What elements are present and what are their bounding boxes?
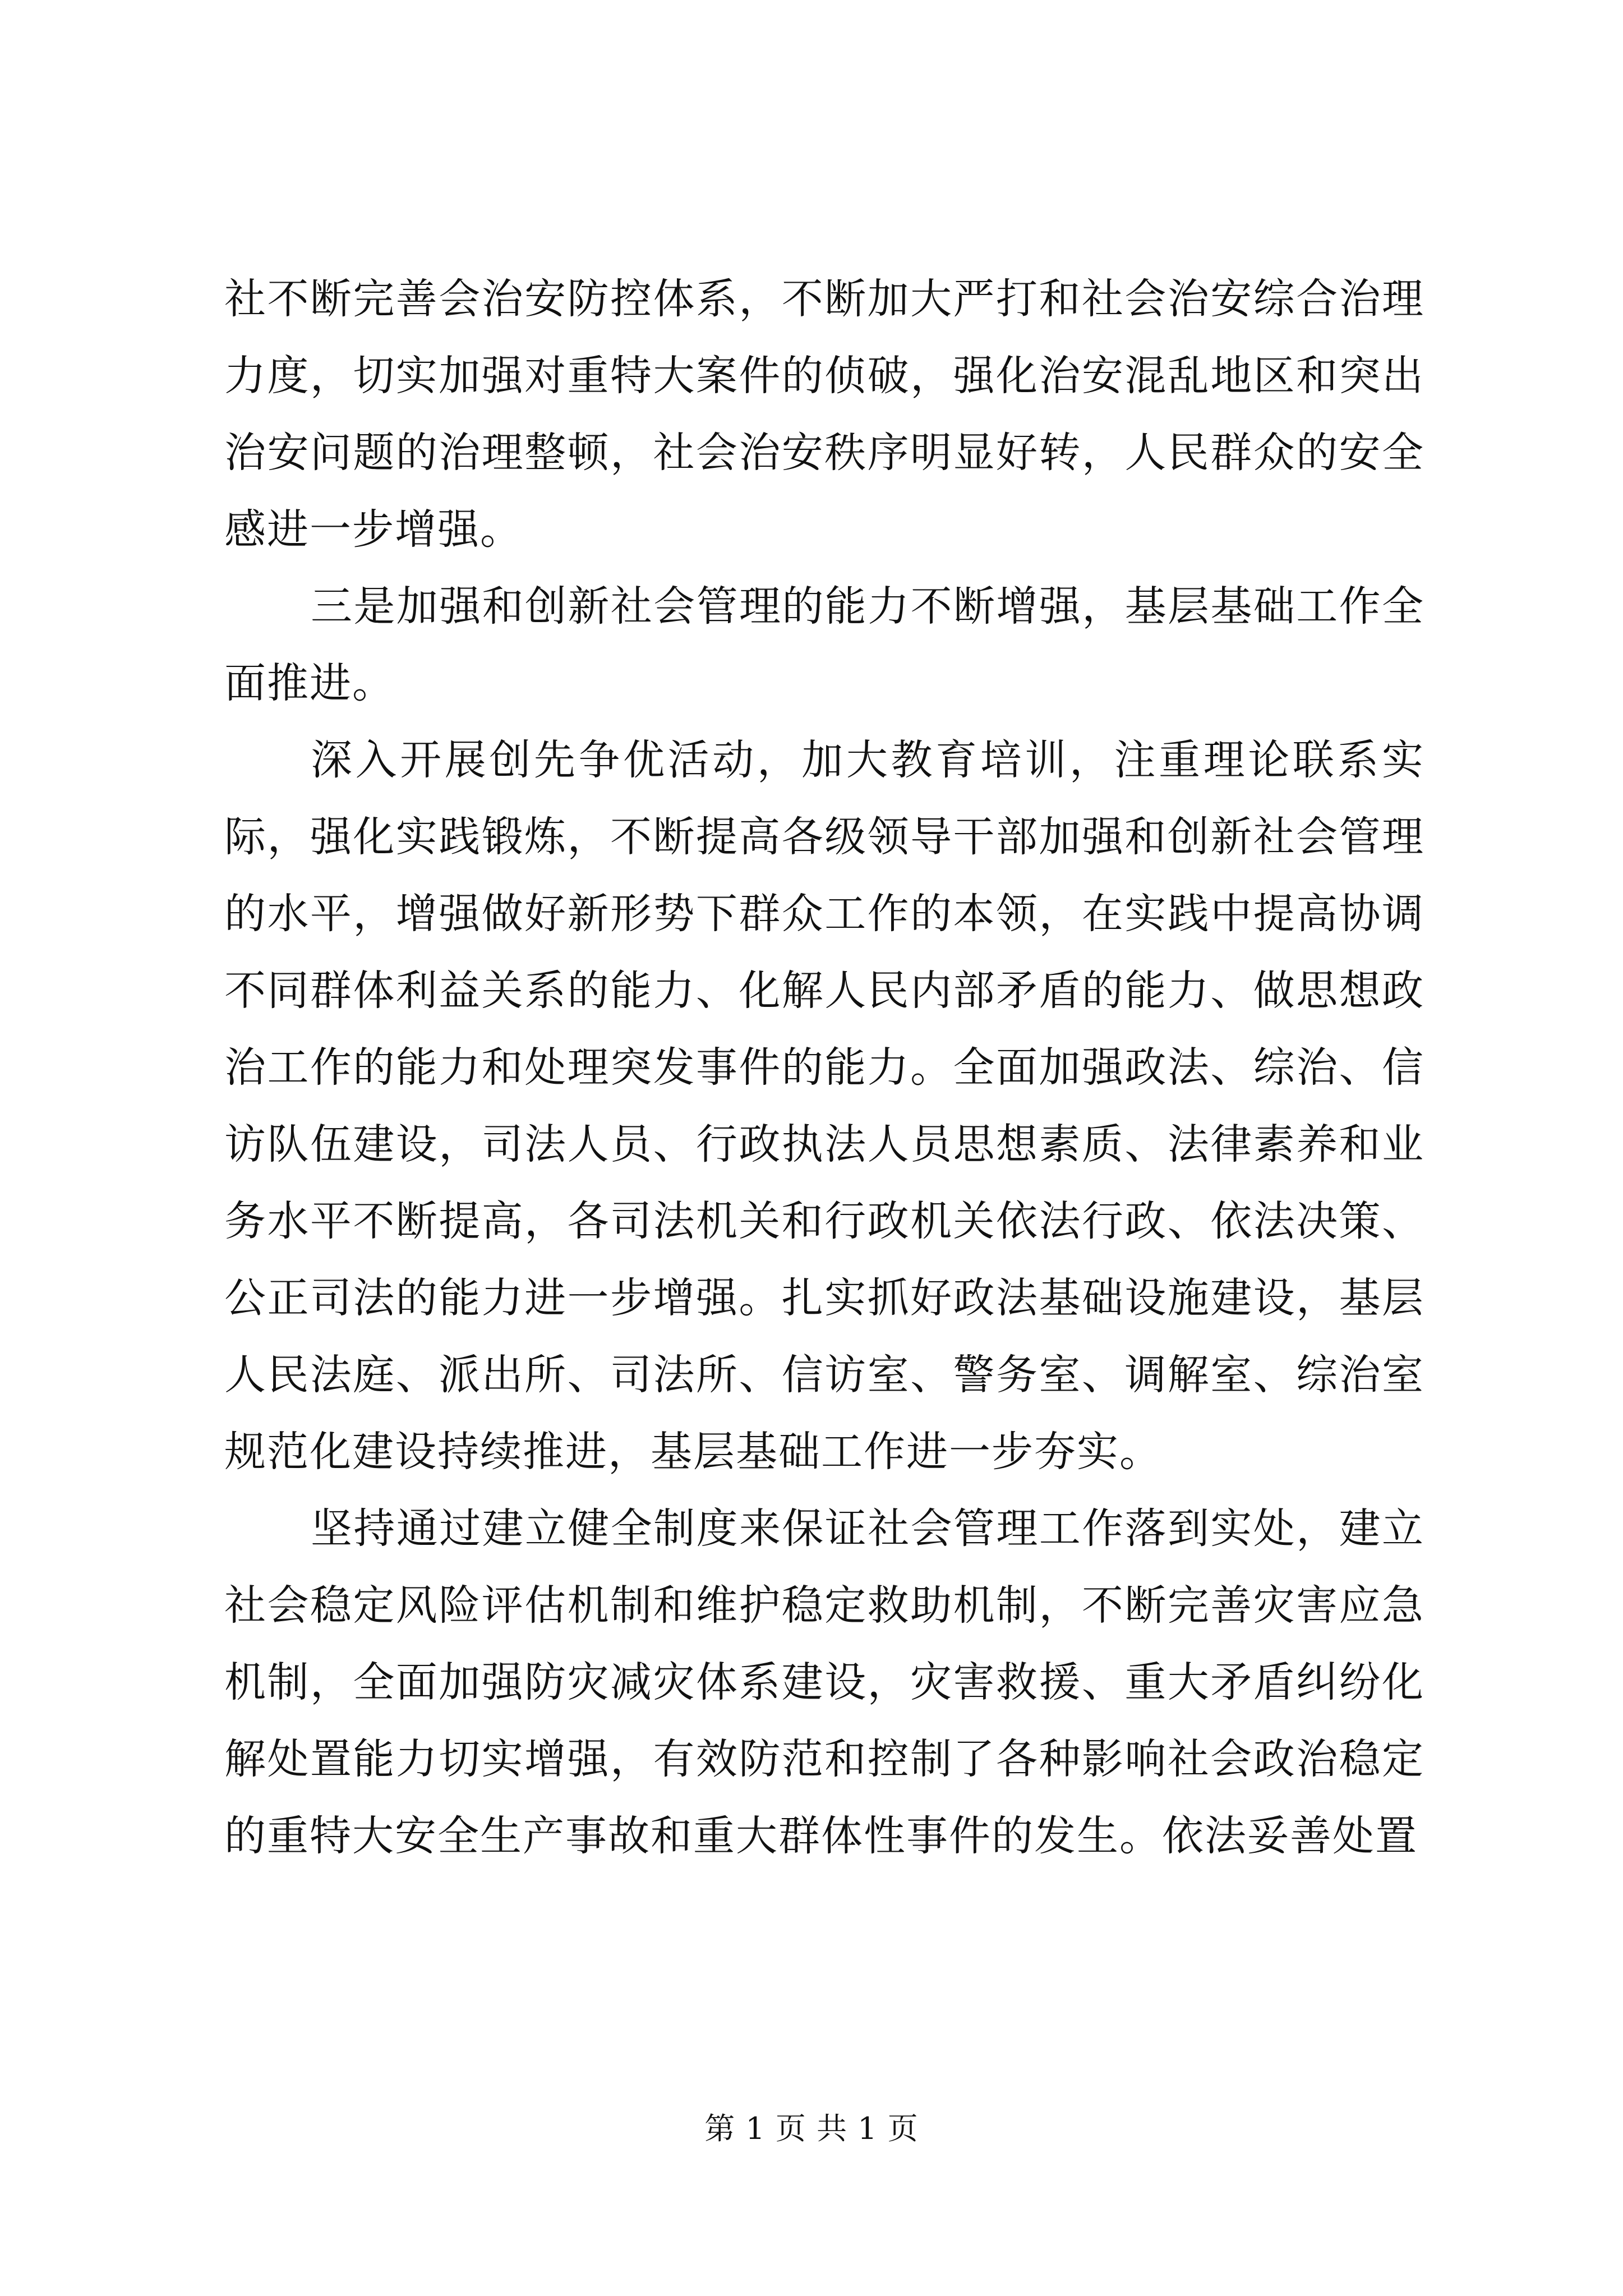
document-body <box>224 261 1424 1875</box>
paragraph-1: 社不断完善会治安防控体系，不断加大严打和社会治安综合治理力度，切实加强对重特大案件的侦破，强化治安混乱地区和突出治安问题的治理整顿，社会治安秩序明显好转，人民群众的安全感进一步增强。 <box>224 275 1424 554</box>
paragraph-3: 深入开展创先争优活动，加大教育培训，注重理论联系实际，强化实践锻炼，不断提高各级领导干部加强和创新社会管理的水平，增强做好新形势下群众工作的本领，在实践中提高协调不同群体利益关系的能力、化解人民内部矛盾的能力、做思想政治工作的能力和处理突发事件的能力。全面加强政法、综治、信访队伍建设，司法人员、行政执法人员思想素质、法律素养和业务水平不断提高，各司法机关和行政机关依法行政、依法决策、公正司法的能力进一步增强。扎实抓好政法基础设施建设，基层人民法庭、派出所、司法所、信访室、警务室、调解室、综治室规范化建设持续推进，基层基础工作进一步夯实。 <box>224 736 1424 1476</box>
paragraph-2: 三是加强和创新社会管理的能力不断增强，基层基础工作全面推进。 <box>224 582 1424 707</box>
paragraph-4: 坚持通过建立健全制度来保证社会管理工作落到实处，建立社会稳定风险评估机制和维护稳定救助机制，不断完善灾害应急机制，全面加强防灾减灾体系建设，灾害救援、重大矛盾纠纷化解处置能力切实增强，有效防范和控制了各种影响社会政治稳定的重特大安全生产事故和重大群体性事件的发生。依法妥善处置 <box>224 1504 1424 1860</box>
page-footer: 第 1 页 共 1 页 <box>704 2111 919 2146</box>
